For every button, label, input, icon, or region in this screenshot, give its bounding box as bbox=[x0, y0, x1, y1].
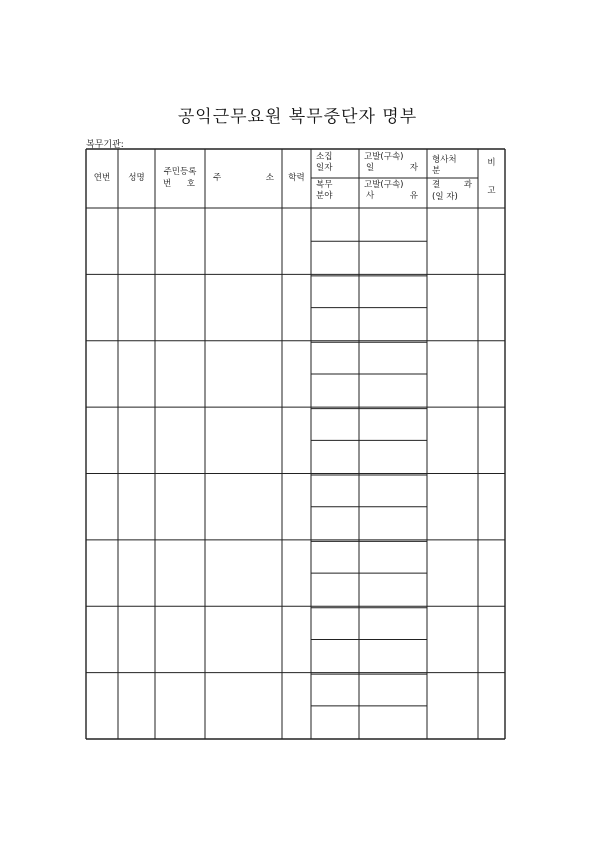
header-charge-date-line2 bbox=[366, 163, 418, 174]
header-rrn-line1: 주민등록 bbox=[163, 167, 197, 177]
table-row bbox=[86, 208, 505, 274]
header-charge-reason-b: 유 bbox=[409, 191, 418, 201]
header-name: 성명 bbox=[128, 173, 145, 183]
header-charge-date-line1: 고발(구속) bbox=[364, 152, 404, 162]
header-result bbox=[432, 180, 472, 191]
table-row bbox=[86, 407, 505, 473]
table-row bbox=[86, 673, 505, 739]
header-serial: 연번 bbox=[93, 173, 111, 183]
table-row bbox=[86, 341, 505, 407]
header-charge-reason-a: 사 bbox=[366, 191, 375, 201]
header-result-date: (일 자) bbox=[432, 192, 458, 202]
header-criminal-line2: 분 bbox=[432, 166, 441, 176]
header-address-a: 주 bbox=[213, 173, 222, 183]
table-row bbox=[86, 606, 505, 672]
header-criminal-line1: 형사처 bbox=[432, 155, 457, 165]
header-address bbox=[213, 173, 274, 184]
header-result-b: 과 bbox=[463, 180, 472, 190]
header-remarks-b: 고 bbox=[487, 186, 496, 196]
agency-label: 복무기관: bbox=[86, 140, 124, 150]
header-service-line2: 분야 bbox=[316, 191, 333, 201]
header-summon-line2: 일자 bbox=[316, 163, 333, 173]
header-charge-date-b: 자 bbox=[409, 163, 418, 173]
header-rrn-line2b: 호 bbox=[186, 179, 195, 189]
document-title: 공익근무요원 복무중단자 명부 bbox=[177, 107, 418, 127]
header-rrn-line2a: 번 bbox=[163, 179, 172, 189]
header-charge-reason-line2 bbox=[366, 191, 418, 202]
header-charge-reason-line1: 고발(구속) bbox=[364, 180, 404, 190]
header-result-a: 결 bbox=[432, 180, 441, 190]
header-summon-line1: 소집 bbox=[316, 152, 333, 162]
header-service-line1: 복무 bbox=[316, 180, 333, 190]
header-education: 학력 bbox=[288, 173, 305, 183]
header-address-b: 소 bbox=[265, 173, 274, 183]
table-row bbox=[86, 540, 505, 606]
header-remarks-a: 비 bbox=[487, 158, 496, 168]
table-row bbox=[86, 274, 505, 340]
header-rrn-line2 bbox=[163, 179, 195, 190]
table-row bbox=[86, 474, 505, 540]
header-charge-date-a: 일 bbox=[366, 163, 375, 173]
